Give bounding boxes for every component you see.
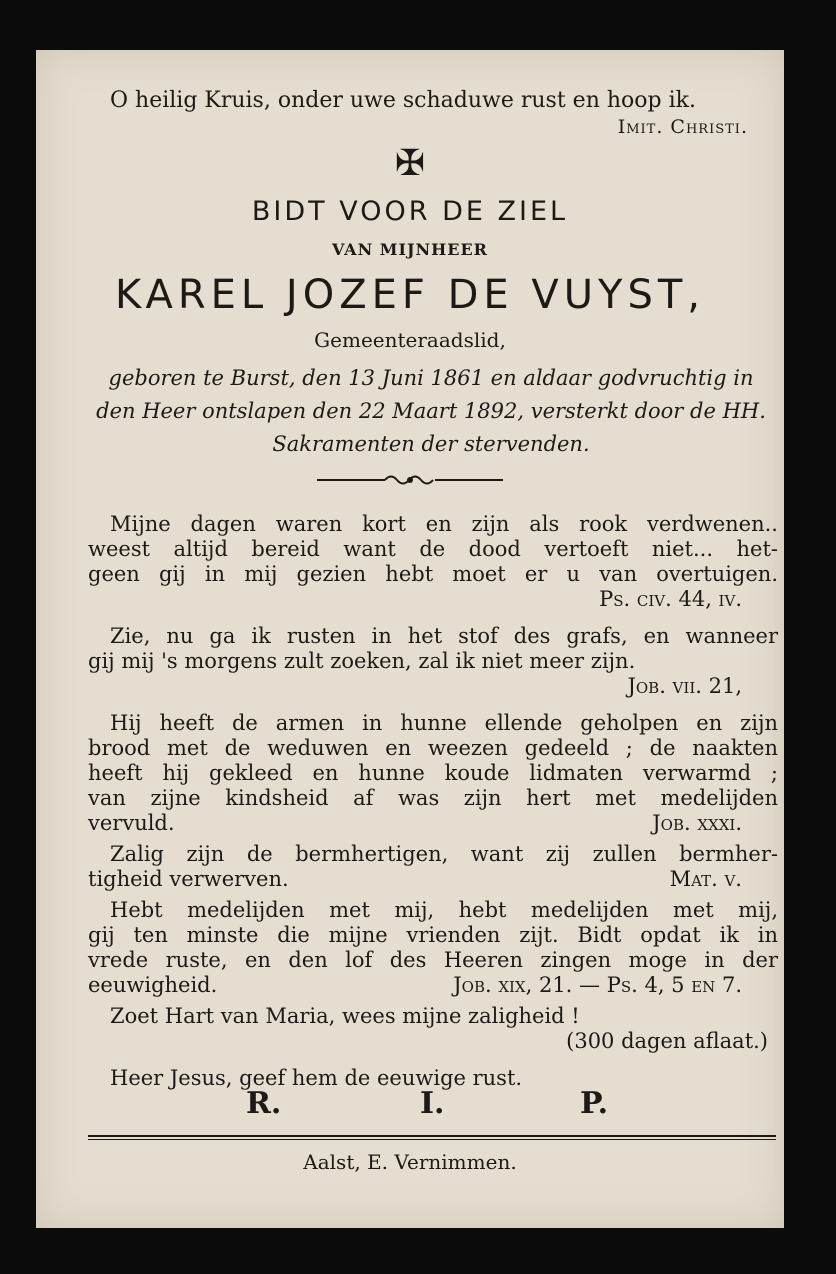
- quote-line: brood met de weduwen en weezen gedeeld ; de naakten: [88, 736, 778, 760]
- quote-line: Mijne dagen waren kort en zijn als rook verdwenen..: [110, 512, 778, 536]
- quote-line: gij ten minste die mijne vrienden zijt. Bidt opdat ik in: [88, 923, 778, 947]
- quote-line: heeft hij gekleed en hunne koude lidmaten verwarmd ;: [88, 761, 778, 785]
- van-mijnheer-line: VAN MIJNHEER: [332, 240, 488, 259]
- quote-line: Zalig zijn de bermhertigen, want zij zullen bermher-: [110, 842, 778, 866]
- motto-source: Imit. Christi.: [617, 116, 748, 138]
- pray-heading: BIDT VOOR DE ZIEL: [251, 196, 569, 227]
- rip-letter-p: P.: [580, 1086, 609, 1121]
- quote-line-with-source: [88, 867, 778, 892]
- quote-line: tigheid verwerven.: [88, 867, 289, 891]
- rip-letter-r: R.: [246, 1086, 282, 1121]
- quote-source: Ps. civ. 44, iv.: [599, 587, 742, 611]
- quote-line: vrede ruste, en den lof des Heeren zingen moge in der: [88, 948, 778, 972]
- deceased-name: KAREL JOZEF DE VUYST,: [114, 272, 706, 318]
- quote-line: Zie, nu ga ik rusten in het stof des grafs, en wanneer: [110, 624, 778, 648]
- bottom-rule-thin: [88, 1139, 776, 1140]
- quote-line: weest altijd bereid want de dood vertoeft niet... het-: [88, 537, 778, 561]
- rip-letter-i: I.: [420, 1086, 445, 1121]
- printer-imprint: Aalst, E. Vernimmen.: [303, 1150, 517, 1174]
- prayer-line: Zoet Hart van Maria, wees mijne zaligheid !: [110, 1004, 580, 1028]
- quote-source: Job. xxxi.: [652, 811, 742, 835]
- quote-source: Job. xix, 21. — Ps. 4, 5 en 7.: [453, 973, 742, 997]
- quote-source: Job. vii. 21,: [627, 674, 742, 698]
- quote-line: eeuwigheid.: [88, 973, 218, 997]
- motto-text: O heilig Kruis, onder uwe schaduwe rust en hoop ik.: [110, 88, 696, 113]
- quote-source: Mat. v.: [669, 867, 742, 891]
- biography-text: geboren te Burst, den 13 Juni 1861 en aldaar godvruchtig in den Heer ontslapen den 22 Maart 1892, versterkt door de HH. Sakramenten der stervenden.: [96, 366, 766, 456]
- memorial-card: [36, 50, 784, 1228]
- bottom-rule: [88, 1135, 776, 1137]
- prayer-line: Heer Jesus, geef hem de eeuwige rust.: [110, 1066, 523, 1090]
- deceased-role: Gemeenteraadslid,: [314, 328, 506, 352]
- quote-line: Hij heeft de armen in hunne ellende geholpen en zijn: [110, 711, 778, 735]
- quote-line: vervuld.: [88, 811, 175, 835]
- quote-line-with-source: [88, 973, 778, 998]
- quote-line: Hebt medelijden met mij, hebt medelijden met mij,: [110, 898, 778, 922]
- indulgence-note: (300 dagen aflaat.): [566, 1029, 768, 1053]
- quote-line: geen gij in mij gezien hebt moet er u van overtuigen.: [88, 562, 778, 586]
- scripture-quotes: [88, 512, 778, 1091]
- quote-line-with-source: [88, 811, 778, 836]
- quote-line: van zijne kindsheid af was zijn hert met medelijden: [88, 786, 778, 810]
- quote-line: gij mij 's morgens zult zoeken, zal ik niet meer zijn.: [88, 649, 636, 673]
- maltese-cross-icon: ✠: [394, 143, 426, 184]
- ornament-divider-icon: [36, 472, 784, 488]
